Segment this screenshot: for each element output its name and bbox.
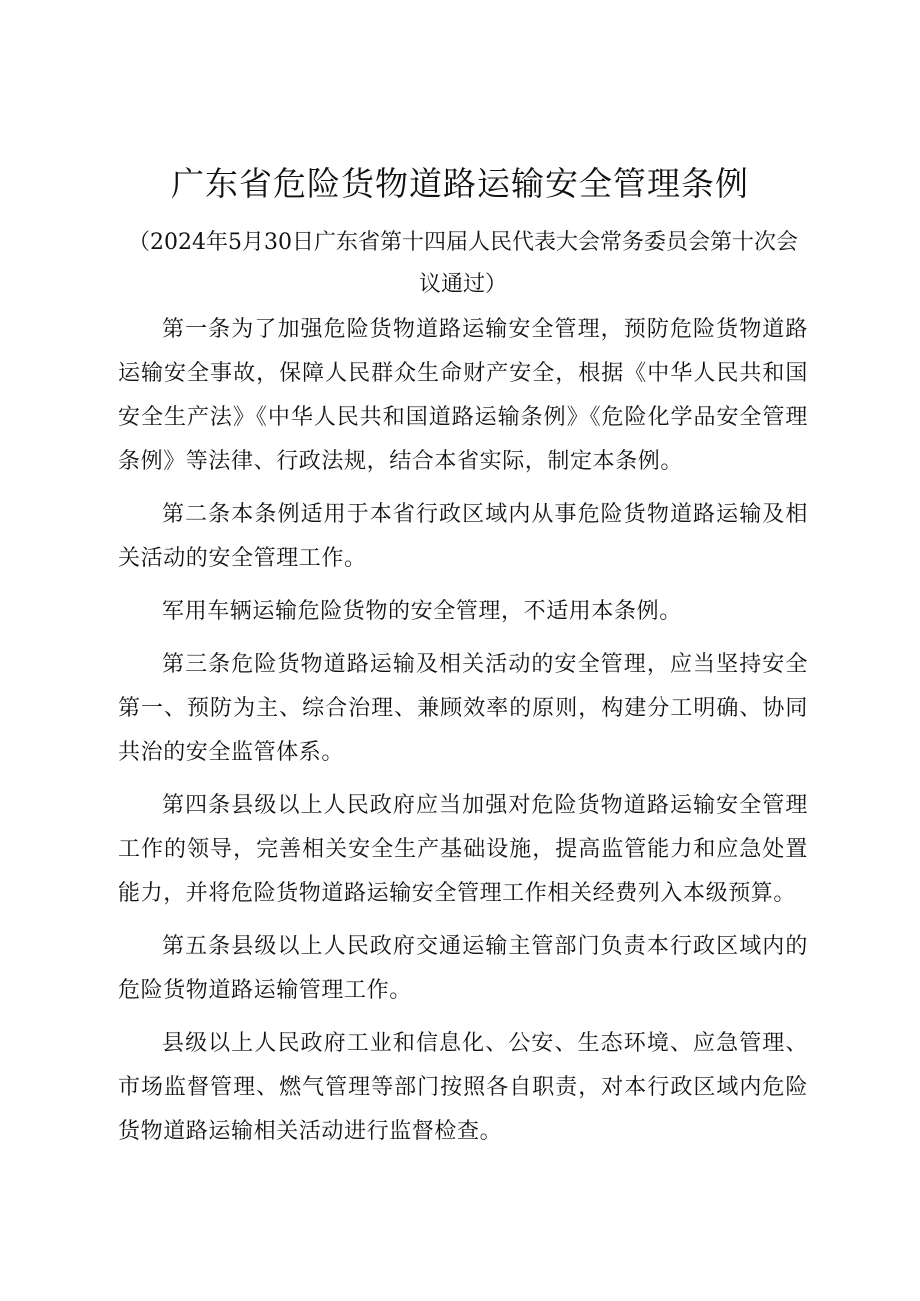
paragraph-article-4: 第四条县级以上人民政府应当加强对危险货物道路运输安全管理工作的领导，完善相关安全生产基础设施，提高监管能力和应急处置能力，并将危险货物道路运输安全管理工作相关经费列入本级预算。 [118, 793, 808, 906]
document-subtitle: （2024年5月30日广东省第十四届人民代表大会常务委员会第十次会议通过） [128, 230, 798, 297]
paragraph-article-5-departments: 县级以上人民政府工业和信息化、公安、生态环境、应急管理、市场监督管理、燃气管理等部门按照各自职责，对本行政区域内危险货物道路运输相关活动进行监督检查。 [118, 1031, 808, 1144]
paragraph-article-1: 第一条为了加强危险货物道路运输安全管理，预防危险货物道路运输安全事故，保障人民群众生命财产安全，根据《中华人民共和国安全生产法》《中华人民共和国道路运输条例》《危险化学品安全管理条例》等法律、行政法规，结合本省实际，制定本条例。 [118, 317, 808, 474]
paragraph-article-2-military: 军用车辆运输危险货物的安全管理，不适用本条例。 [162, 599, 682, 624]
paragraph-article-3: 第三条危险货物道路运输及相关活动的安全管理，应当坚持安全第一、预防为主、综合治理、兼顾效率的原则，构建分工明确、协同共治的安全监管体系。 [118, 652, 808, 765]
document-body [118, 308, 808, 1163]
document-title: 广东省危险货物道路运输安全管理条例 [171, 164, 749, 203]
paragraph-article-5: 第五条县级以上人民政府交通运输主管部门负责本行政区域内的危险货物道路运输管理工作。 [118, 934, 808, 1003]
paragraph-article-2: 第二条本条例适用于本省行政区域内从事危险货物道路运输及相关活动的安全管理工作。 [118, 502, 808, 571]
